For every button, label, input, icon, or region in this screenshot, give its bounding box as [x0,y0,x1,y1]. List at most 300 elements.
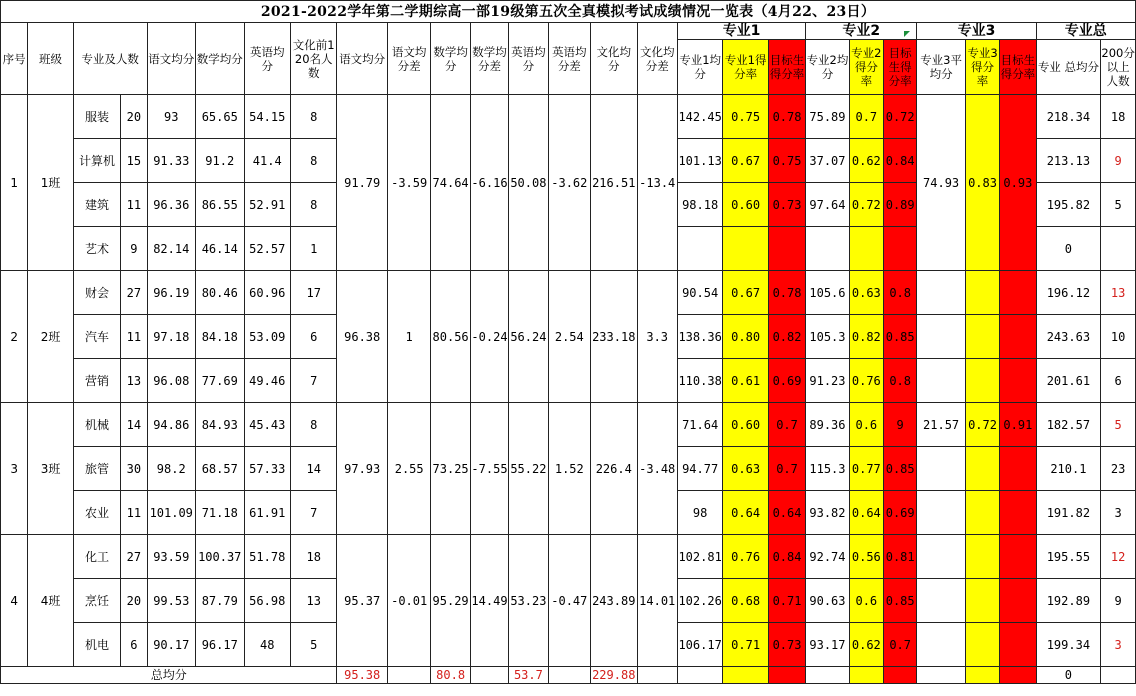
p3-rate[interactable] [965,271,999,315]
class-seq[interactable]: 3 [1,403,28,535]
over200-count[interactable]: 5 [1101,183,1136,227]
p2-target-rate[interactable]: 0.84 [884,139,917,183]
english-avg[interactable]: 57.33 [244,447,290,491]
header-total-avg[interactable]: 专业 总均分 [1036,40,1101,95]
header-c-math-avg[interactable]: 数学均分 [431,23,470,95]
header-p3-rate[interactable]: 专业3得分率 [965,40,999,95]
class-culture-avg[interactable]: 243.89 [591,535,637,667]
p3-avg[interactable]: 74.93 [917,95,966,271]
p1-rate[interactable]: 0.60 [723,183,768,227]
class-c-math-avg[interactable]: 74.64 [431,95,470,271]
major-name[interactable]: 财会 [73,271,120,315]
p3-target-rate[interactable]: 0.93 [1000,95,1036,271]
english-avg[interactable]: 45.43 [244,403,290,447]
class-c-english-diff[interactable]: -3.62 [548,95,590,271]
p2-rate[interactable]: 0.56 [849,535,883,579]
class-name[interactable]: 3班 [28,403,73,535]
cell[interactable] [470,667,508,684]
chinese-avg[interactable]: 82.14 [147,227,196,271]
chinese-avg[interactable]: 97.18 [147,315,196,359]
class-c-math-diff[interactable]: -6.16 [470,95,508,271]
p1-avg[interactable]: 98.18 [677,183,722,227]
major-name[interactable]: 农业 [73,491,120,535]
p1-target-rate[interactable]: 0.64 [768,491,805,535]
totals-culture[interactable]: 229.88 [592,668,636,682]
top120-count[interactable]: 18 [290,535,336,579]
p3-target-rate[interactable] [1000,491,1036,535]
p3-avg[interactable] [917,447,966,491]
major-count[interactable]: 11 [121,315,147,359]
p3-avg[interactable] [917,315,966,359]
math-avg[interactable]: 65.65 [196,95,245,139]
total-avg[interactable]: 182.57 [1036,403,1101,447]
header-p1-target[interactable]: 目标生得分率 [768,40,805,95]
header-class[interactable]: 班级 [28,23,73,95]
p2-rate[interactable]: 0.72 [849,183,883,227]
chinese-avg[interactable]: 98.2 [147,447,196,491]
major-name[interactable]: 机械 [73,403,120,447]
p3-rate[interactable] [965,447,999,491]
class-c-chinese-diff[interactable]: 1 [387,271,430,403]
p1-target-rate[interactable]: 0.73 [768,183,805,227]
major-name[interactable]: 烹饪 [73,579,120,623]
p2-avg[interactable]: 37.07 [806,139,849,183]
totals-math[interactable]: 80.8 [431,667,470,684]
english-avg[interactable]: 41.4 [244,139,290,183]
class-culture-avg[interactable]: 233.18 [591,271,637,403]
math-avg[interactable]: 71.18 [196,491,245,535]
over200-count[interactable]: 18 [1101,95,1136,139]
p2-avg[interactable]: 105.3 [806,315,849,359]
math-avg[interactable]: 84.18 [196,315,245,359]
cell[interactable] [677,667,722,684]
p3-avg[interactable] [917,271,966,315]
p2-avg[interactable]: 92.74 [806,535,849,579]
p3-rate[interactable]: 0.83 [965,95,999,271]
class-c-math-diff[interactable]: -0.24 [470,271,508,403]
cell[interactable] [884,667,917,684]
total-avg[interactable]: 195.55 [1036,535,1101,579]
class-culture-diff[interactable]: 3.3 [637,271,677,403]
totals-label[interactable]: 总均分 [1,667,337,684]
english-avg[interactable]: 61.91 [244,491,290,535]
p1-rate[interactable]: 0.75 [723,95,768,139]
english-avg[interactable]: 60.96 [244,271,290,315]
p2-avg[interactable]: 115.3 [806,447,849,491]
header-major-count[interactable]: 专业及人数 [73,23,147,95]
class-name[interactable]: 2班 [28,271,73,403]
p1-target-rate[interactable]: 0.71 [768,579,805,623]
class-culture-diff[interactable]: 14.01 [637,535,677,667]
header-english-avg[interactable]: 英语均分 [244,23,290,95]
p1-rate[interactable] [723,227,768,271]
top120-count[interactable]: 7 [290,359,336,403]
header-math-avg[interactable]: 数学均分 [196,23,245,95]
math-avg[interactable]: 80.46 [196,271,245,315]
header-top120[interactable]: 文化前120名人数 [290,23,336,95]
p1-target-rate[interactable]: 0.78 [768,271,805,315]
major-count[interactable]: 27 [121,271,147,315]
english-avg[interactable]: 52.57 [244,227,290,271]
p1-avg[interactable]: 102.26 [677,579,722,623]
p2-rate[interactable]: 0.77 [849,447,883,491]
sheet-title[interactable]: 2021-2022学年第二学期综高一部19级第五次全真模拟考试成绩情况一览表（4月22、23日） [1,1,1136,23]
class-c-english-diff[interactable]: 1.52 [548,403,590,535]
over200-count[interactable]: 3 [1101,623,1136,667]
top120-count[interactable]: 13 [290,579,336,623]
math-avg[interactable]: 68.57 [196,447,245,491]
p1-target-rate[interactable]: 0.75 [768,139,805,183]
class-c-chinese-avg[interactable]: 91.79 [337,95,388,271]
p3-rate[interactable] [965,491,999,535]
major-name[interactable]: 机电 [73,623,120,667]
p2-rate[interactable] [849,227,883,271]
header-p1-rate[interactable]: 专业1得分率 [723,40,768,95]
class-c-math-avg[interactable]: 95.29 [431,535,470,667]
top120-count[interactable]: 14 [290,447,336,491]
top120-count[interactable]: 8 [290,183,336,227]
total-avg[interactable]: 0 [1036,227,1101,271]
chinese-avg[interactable]: 93 [147,95,196,139]
p3-target-rate[interactable] [1000,271,1036,315]
english-avg[interactable]: 49.46 [244,359,290,403]
over200-count[interactable]: 6 [1101,359,1136,403]
p2-target-rate[interactable]: 0.69 [884,491,917,535]
major-count[interactable]: 9 [121,227,147,271]
major-name[interactable]: 汽车 [73,315,120,359]
p2-target-rate[interactable]: 9 [884,403,917,447]
class-name[interactable]: 4班 [28,535,73,667]
p1-target-rate[interactable]: 0.82 [768,315,805,359]
p3-rate[interactable] [965,579,999,623]
chinese-avg[interactable]: 96.36 [147,183,196,227]
top120-count[interactable]: 7 [290,491,336,535]
major-name[interactable]: 计算机 [73,139,120,183]
p3-target-rate[interactable] [1000,359,1036,403]
p1-target-rate[interactable]: 0.7 [768,403,805,447]
p2-avg[interactable]: 91.23 [806,359,849,403]
p3-avg[interactable] [917,579,966,623]
p1-target-rate[interactable]: 0.78 [768,95,805,139]
p2-rate[interactable]: 0.82 [849,315,883,359]
p2-rate[interactable]: 0.6 [849,403,883,447]
major-name[interactable]: 建筑 [73,183,120,227]
p1-rate[interactable]: 0.60 [723,403,768,447]
p2-avg[interactable]: 97.64 [806,183,849,227]
class-name[interactable]: 1班 [28,95,73,271]
p1-rate[interactable]: 0.61 [723,359,768,403]
class-seq[interactable]: 4 [1,535,28,667]
math-avg[interactable]: 84.93 [196,403,245,447]
math-avg[interactable]: 86.55 [196,183,245,227]
total-avg[interactable]: 201.61 [1036,359,1101,403]
top120-count[interactable]: 1 [290,227,336,271]
over200-count[interactable]: 12 [1101,535,1136,579]
top120-count[interactable]: 6 [290,315,336,359]
header-c-chinese-diff[interactable]: 语文均分差 [387,23,430,95]
chinese-avg[interactable]: 91.33 [147,139,196,183]
p2-target-rate[interactable]: 0.85 [884,579,917,623]
total-avg[interactable]: 196.12 [1036,271,1101,315]
p1-avg[interactable]: 98 [677,491,722,535]
p1-avg[interactable]: 110.38 [677,359,722,403]
p2-rate[interactable]: 0.7 [849,95,883,139]
p2-target-rate[interactable]: 0.89 [884,183,917,227]
class-c-chinese-diff[interactable]: 2.55 [387,403,430,535]
header-chinese-avg[interactable]: 语文均分 [147,23,196,95]
header-culture-diff[interactable]: 文化均分差 [637,23,677,95]
header-culture-avg[interactable]: 文化均分 [591,23,637,95]
header-p2-target[interactable]: 目标生得分率 [884,40,917,95]
major-count[interactable]: 11 [121,491,147,535]
total-avg[interactable]: 195.82 [1036,183,1101,227]
chinese-avg[interactable]: 96.19 [147,271,196,315]
group-header-p2[interactable]: 专业2 [806,23,917,40]
p2-target-rate[interactable]: 0.8 [884,271,917,315]
header-p1-avg[interactable]: 专业1均分 [677,40,722,95]
p1-rate[interactable]: 0.71 [723,623,768,667]
total-avg[interactable]: 199.34 [1036,623,1101,667]
class-c-chinese-diff[interactable]: -3.59 [387,95,430,271]
p2-rate[interactable]: 0.63 [849,271,883,315]
math-avg[interactable]: 77.69 [196,359,245,403]
p1-avg[interactable]: 94.77 [677,447,722,491]
major-count[interactable]: 13 [121,359,147,403]
major-name[interactable]: 营销 [73,359,120,403]
header-c-english-avg[interactable]: 英语均分 [509,23,548,95]
p2-target-rate[interactable]: 0.7 [884,623,917,667]
top120-count[interactable]: 8 [290,139,336,183]
class-c-english-diff[interactable]: 2.54 [548,271,590,403]
p3-target-rate[interactable] [1000,535,1036,579]
class-culture-avg[interactable]: 216.51 [591,95,637,271]
class-c-math-diff[interactable]: -7.55 [470,403,508,535]
p1-rate[interactable]: 0.68 [723,579,768,623]
p1-target-rate[interactable]: 0.69 [768,359,805,403]
p2-avg[interactable]: 89.36 [806,403,849,447]
chinese-avg[interactable]: 99.53 [147,579,196,623]
total-avg[interactable]: 191.82 [1036,491,1101,535]
p3-rate[interactable] [965,535,999,579]
over200-count[interactable]: 13 [1101,271,1136,315]
over200-count[interactable]: 3 [1101,491,1136,535]
over200-count[interactable]: 23 [1101,447,1136,491]
class-c-math-avg[interactable]: 73.25 [431,403,470,535]
cell[interactable] [768,667,805,684]
over200-count[interactable] [1101,227,1136,271]
p3-target-rate[interactable] [1000,447,1036,491]
chinese-avg[interactable]: 96.08 [147,359,196,403]
total-avg[interactable]: 192.89 [1036,579,1101,623]
class-culture-diff[interactable]: -3.48 [637,403,677,535]
class-culture-diff[interactable]: -13.4 [637,95,677,271]
p2-avg[interactable]: 93.82 [806,491,849,535]
p2-rate[interactable]: 0.62 [849,139,883,183]
over200-count[interactable]: 10 [1101,315,1136,359]
top120-count[interactable]: 5 [290,623,336,667]
p1-avg[interactable]: 90.54 [677,271,722,315]
math-avg[interactable]: 46.14 [196,227,245,271]
class-c-english-diff[interactable]: -0.47 [548,535,590,667]
over200-count[interactable]: 9 [1101,139,1136,183]
p3-target-rate[interactable] [1000,579,1036,623]
over200-count[interactable]: 5 [1101,403,1136,447]
total-avg[interactable]: 218.34 [1036,95,1101,139]
p2-rate[interactable]: 0.64 [849,491,883,535]
p3-target-rate[interactable]: 0.91 [1000,403,1036,447]
totals-chinese[interactable]: 95.38 [337,667,388,684]
chinese-avg[interactable]: 94.86 [147,403,196,447]
class-seq[interactable]: 1 [1,95,28,271]
class-c-english-avg[interactable]: 55.22 [509,403,548,535]
header-c-math-diff[interactable]: 数学均分差 [470,23,508,95]
header-seq[interactable]: 序号 [1,23,28,95]
p3-avg[interactable] [917,359,966,403]
p2-target-rate[interactable] [884,227,917,271]
p2-rate[interactable]: 0.62 [849,623,883,667]
group-header-p3[interactable]: 专业3 [917,23,1036,40]
p1-avg[interactable]: 142.45 [677,95,722,139]
p3-rate[interactable] [965,359,999,403]
math-avg[interactable]: 100.37 [196,535,245,579]
english-avg[interactable]: 51.78 [244,535,290,579]
top120-count[interactable]: 8 [290,95,336,139]
cell[interactable] [917,667,966,684]
class-culture-avg[interactable]: 226.4 [591,403,637,535]
p1-rate[interactable]: 0.67 [723,271,768,315]
over200-count[interactable]: 9 [1101,579,1136,623]
english-avg[interactable]: 56.98 [244,579,290,623]
p2-target-rate[interactable]: 0.85 [884,315,917,359]
p3-rate[interactable] [965,315,999,359]
p2-rate[interactable]: 0.76 [849,359,883,403]
totals-english[interactable]: 53.7 [509,667,548,684]
major-count[interactable]: 14 [121,403,147,447]
chinese-avg[interactable]: 90.17 [147,623,196,667]
p3-avg[interactable] [917,623,966,667]
p2-avg[interactable]: 90.63 [806,579,849,623]
p1-target-rate[interactable]: 0.84 [768,535,805,579]
p1-avg[interactable]: 102.81 [677,535,722,579]
group-header-p1[interactable]: 专业1 [677,23,805,40]
chinese-avg[interactable]: 93.59 [147,535,196,579]
p1-avg[interactable]: 71.64 [677,403,722,447]
p1-target-rate[interactable] [768,227,805,271]
cell[interactable] [806,667,849,684]
totals-total-avg[interactable]: 0 [1036,667,1101,684]
p2-avg[interactable]: 105.6 [806,271,849,315]
english-avg[interactable]: 54.15 [244,95,290,139]
class-c-english-avg[interactable]: 50.08 [509,95,548,271]
class-seq[interactable]: 2 [1,271,28,403]
major-count[interactable]: 15 [121,139,147,183]
cell[interactable] [548,667,590,684]
p3-avg[interactable] [917,491,966,535]
major-name[interactable]: 化工 [73,535,120,579]
header-p3-target[interactable]: 目标生得分率 [1000,40,1036,95]
class-c-math-avg[interactable]: 80.56 [431,271,470,403]
cell[interactable] [965,667,999,684]
p1-rate[interactable]: 0.76 [723,535,768,579]
p3-rate[interactable]: 0.72 [965,403,999,447]
cell[interactable] [849,667,883,684]
header-over200[interactable]: 200分以上人数 [1101,40,1136,95]
english-avg[interactable]: 52.91 [244,183,290,227]
header-p3-avg[interactable]: 专业3平均分 [917,40,966,95]
p2-avg[interactable]: 75.89 [806,95,849,139]
p3-avg[interactable] [917,535,966,579]
class-c-chinese-avg[interactable]: 95.37 [337,535,388,667]
major-count[interactable]: 30 [121,447,147,491]
p1-target-rate[interactable]: 0.7 [768,447,805,491]
header-p2-rate[interactable]: 专业2得分率 [849,40,883,95]
p1-rate[interactable]: 0.67 [723,139,768,183]
major-name[interactable]: 旅管 [73,447,120,491]
p2-target-rate[interactable]: 0.81 [884,535,917,579]
cell[interactable] [1101,667,1136,684]
major-count[interactable]: 20 [121,95,147,139]
math-avg[interactable]: 96.17 [196,623,245,667]
header-p2-avg[interactable]: 专业2均分 [806,40,849,95]
p3-target-rate[interactable] [1000,623,1036,667]
p3-target-rate[interactable] [1000,315,1036,359]
total-avg[interactable]: 213.13 [1036,139,1101,183]
major-name[interactable]: 艺术 [73,227,120,271]
math-avg[interactable]: 87.79 [196,579,245,623]
major-count[interactable]: 6 [121,623,147,667]
p1-rate[interactable]: 0.63 [723,447,768,491]
p1-avg[interactable] [677,227,722,271]
major-count[interactable]: 11 [121,183,147,227]
class-c-chinese-diff[interactable]: -0.01 [387,535,430,667]
p1-avg[interactable]: 138.36 [677,315,722,359]
cell[interactable] [637,667,677,684]
p3-rate[interactable] [965,623,999,667]
major-count[interactable]: 27 [121,535,147,579]
english-avg[interactable]: 48 [244,623,290,667]
p3-avg[interactable]: 21.57 [917,403,966,447]
top120-count[interactable]: 17 [290,271,336,315]
p2-target-rate[interactable]: 0.8 [884,359,917,403]
header-c-english-diff[interactable]: 英语均分差 [548,23,590,95]
top120-count[interactable]: 8 [290,403,336,447]
p1-target-rate[interactable]: 0.73 [768,623,805,667]
p1-rate[interactable]: 0.80 [723,315,768,359]
major-name[interactable]: 服装 [73,95,120,139]
cell[interactable] [723,667,768,684]
p1-rate[interactable]: 0.64 [723,491,768,535]
class-c-chinese-avg[interactable]: 96.38 [337,271,388,403]
class-c-chinese-avg[interactable]: 97.93 [337,403,388,535]
total-avg[interactable]: 243.63 [1036,315,1101,359]
class-c-english-avg[interactable]: 53.23 [509,535,548,667]
group-header-total[interactable]: 专业总 [1036,23,1135,40]
math-avg[interactable]: 91.2 [196,139,245,183]
chinese-avg[interactable]: 101.09 [147,491,196,535]
total-avg[interactable]: 210.1 [1036,447,1101,491]
header-c-chinese-avg[interactable]: 语文均分 [337,23,388,95]
major-count[interactable]: 20 [121,579,147,623]
english-avg[interactable]: 53.09 [244,315,290,359]
p2-avg[interactable]: 93.17 [806,623,849,667]
class-c-english-avg[interactable]: 56.24 [509,271,548,403]
p1-avg[interactable]: 101.13 [677,139,722,183]
p2-target-rate[interactable]: 0.85 [884,447,917,491]
class-c-math-diff[interactable]: 14.49 [470,535,508,667]
p2-rate[interactable]: 0.6 [849,579,883,623]
cell[interactable] [1000,667,1036,684]
cell[interactable] [387,667,430,684]
